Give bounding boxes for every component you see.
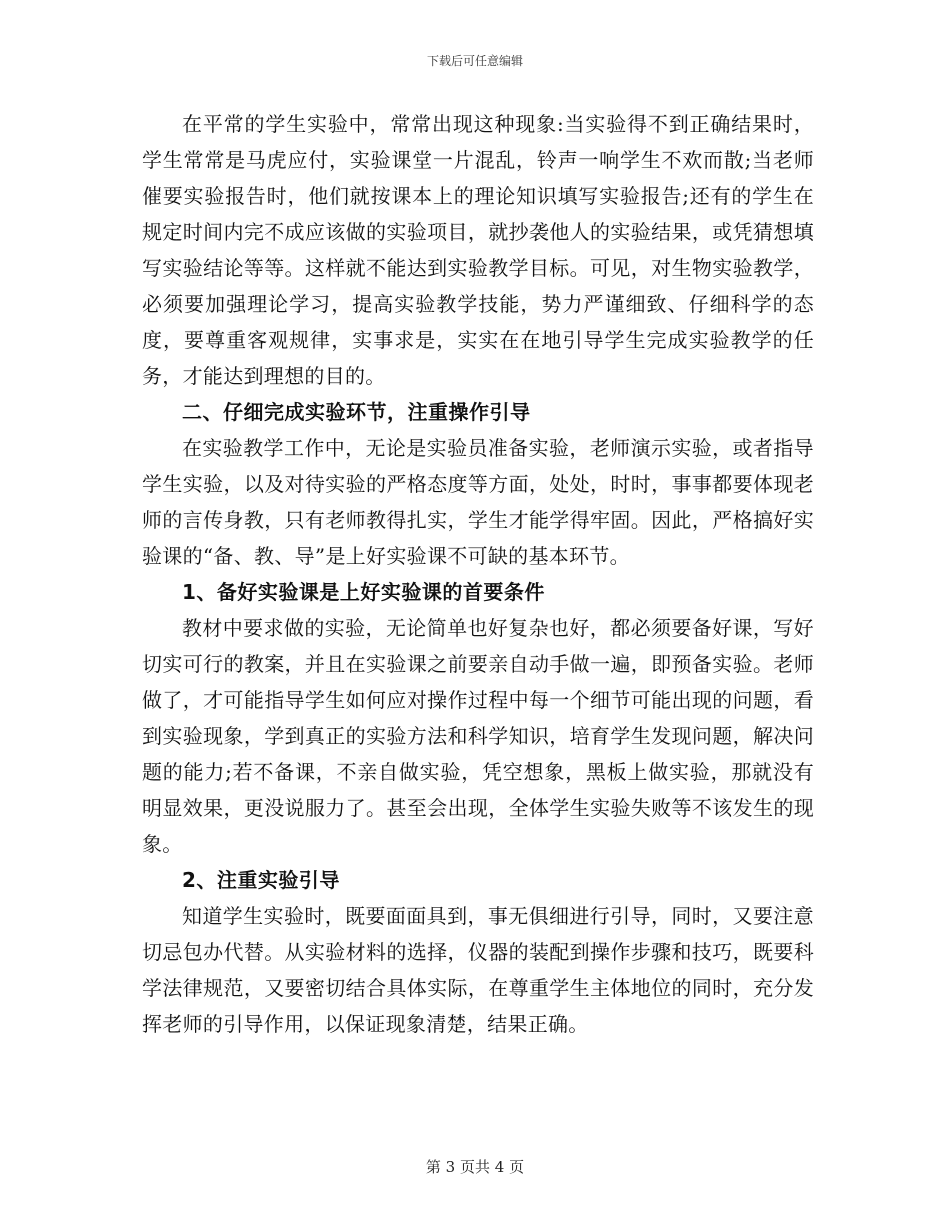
document-body: [142, 106, 814, 1042]
page-header: 下载后可任意编辑: [426, 54, 523, 68]
paragraph-1: 在平常的学生实验中，常常出现这种现象:当实验得不到正确结果时，学生常常是马虎应付，实验课堂一片混乱，铃声一响学生不欢而散;当老师催要实验报告时，他们就按课本上的理论知识填写实验报告;还有的学生在规定时间内完不成应该做的实验项目，就抄袭他人的实验结果，或凭猜想填写实验结论等等。这样就不能达到实验教学目标。可见，对生物实验教学，必须要加强理论学习，提高实验教学技能，势力严谨细致、仔细科学的态度，要尊重客观规律，实事求是，实实在在地引导学生完成实验教学的任务，才能达到理想的目的。: [142, 112, 814, 388]
subsection-heading-2: 2、注重实验引导: [182, 868, 340, 892]
page-footer: 第 3 页共 4 页: [425, 1158, 525, 1176]
subsection-heading-1: 1、备好实验课是上好实验课的首要条件: [182, 580, 545, 604]
section-heading-2: 二、仔细完成实验环节，注重操作引导: [182, 400, 531, 424]
paragraph-3: 教材中要求做的实验，无论简单也好复杂也好，都必须要备好课，写好切实可行的教案，并且在实验课之前要亲自动手做一遍，即预备实验。老师做了，才可能指导学生如何应对操作过程中每一个细节可能出现的问题，看到实验现象，学到真正的实验方法和科学知识，培育学生发现问题，解决问题的能力;若不备课，不亲自做实验，凭空想象，黑板上做实验，那就没有明显效果，更没说服力了。甚至会出现，全体学生实验失败等不该发生的现象。: [142, 616, 814, 856]
paragraph-4: 知道学生实验时，既要面面具到，事无俱细进行引导，同时，又要注意切忌包办代替。从实验材料的选择，仪器的装配到操作步骤和技巧，既要科学法律规范，又要密切结合具体实际，在尊重学生主体地位的同时，充分发挥老师的引导作用，以保证现象清楚，结果正确。: [142, 904, 814, 1036]
paragraph-2: 在实验教学工作中，无论是实验员准备实验，老师演示实验，或者指导学生实验，以及对待实验的严格态度等方面，处处，时时，事事都要体现老师的言传身教，只有老师教得扎实，学生才能学得牢固。因此，严格搞好实验课的“备、教、导”是上好实验课不可缺的基本环节。: [142, 436, 814, 568]
